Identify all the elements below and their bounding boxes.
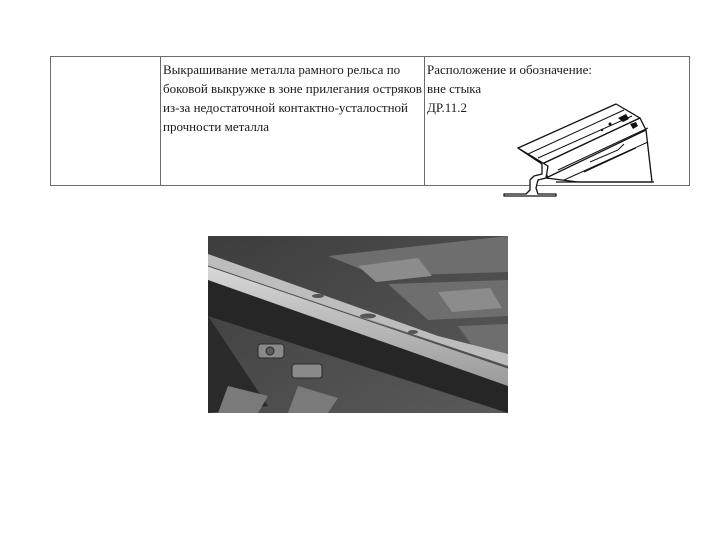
location-title: Расположение и обозначение: xyxy=(427,62,593,77)
rail-cross-section-icon xyxy=(498,100,658,202)
defect-description: Выкрашивание металла рамного рельса по боковой выкружке в зоне прилегания остряков из-за недостаточной контактно-усталостной прочности металла xyxy=(161,57,425,186)
switch-rail-photo xyxy=(208,236,508,413)
defect-designation: ДР.11.2 xyxy=(427,100,467,115)
location-value: вне стыка xyxy=(427,81,482,96)
defect-code-cell xyxy=(51,57,161,186)
